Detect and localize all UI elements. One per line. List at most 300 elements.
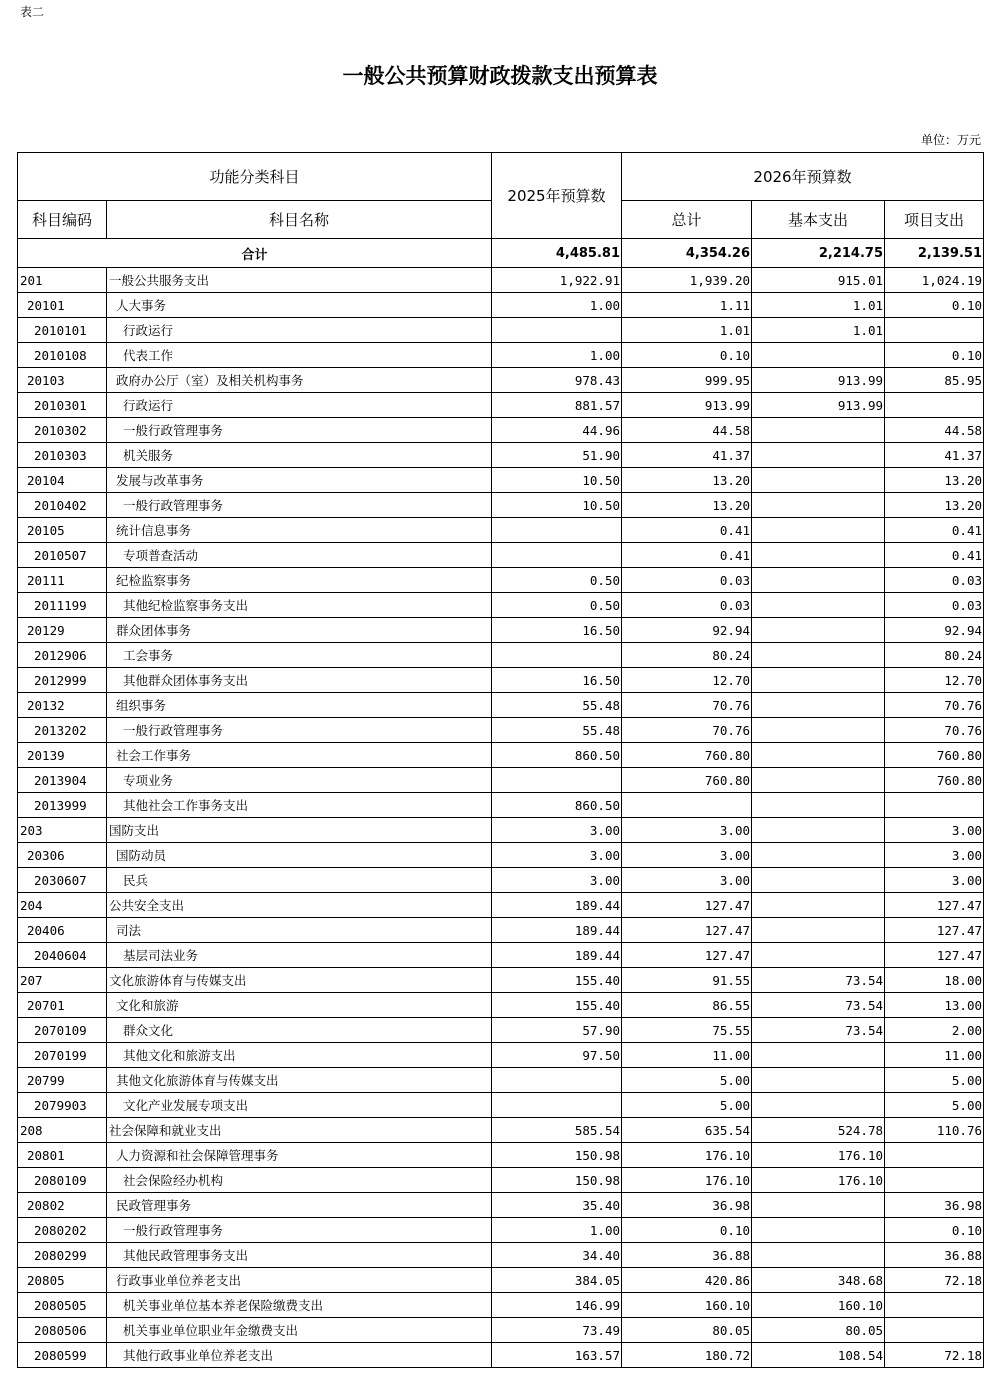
header-total: 总计: [622, 201, 752, 239]
subject-name-cell: 国防动员: [107, 843, 492, 868]
total-2025: 4,485.81: [492, 239, 622, 268]
subject-code-cell: 2079903: [18, 1093, 107, 1118]
budget-2026-project-cell: 5.00: [885, 1068, 984, 1093]
subject-code-cell: 20129: [18, 618, 107, 643]
budget-2026-total-cell: 80.05: [622, 1318, 752, 1343]
budget-2026-total-cell: 913.99: [622, 393, 752, 418]
budget-2026-basic-cell: [752, 568, 885, 593]
budget-2026-total-cell: 127.47: [622, 893, 752, 918]
table-row: [18, 268, 984, 293]
budget-2026-project-cell: 3.00: [885, 843, 984, 868]
subject-name-cell: 一般行政管理事务: [107, 1218, 492, 1243]
budget-2026-basic-cell: 913.99: [752, 368, 885, 393]
subject-name-cell: 公共安全支出: [107, 893, 492, 918]
subject-code-cell: 2013202: [18, 718, 107, 743]
budget-2025-cell: 189.44: [492, 943, 622, 968]
budget-2026-basic-cell: 176.10: [752, 1168, 885, 1193]
subject-name-cell: 国防支出: [107, 818, 492, 843]
budget-2026-project-cell: [885, 318, 984, 343]
total-2026-total: 4,354.26: [622, 239, 752, 268]
budget-2026-project-cell: [885, 1318, 984, 1343]
budget-2026-total-cell: 127.47: [622, 943, 752, 968]
budget-2026-total-cell: 180.72: [622, 1343, 752, 1368]
subject-name-cell: 文化和旅游: [107, 993, 492, 1018]
budget-2026-total-cell: 3.00: [622, 818, 752, 843]
table-row: [18, 843, 984, 868]
table-row: [18, 768, 984, 793]
subject-name-cell: 基层司法业务: [107, 943, 492, 968]
subject-name-cell: 统计信息事务: [107, 518, 492, 543]
budget-2025-cell: 57.90: [492, 1018, 622, 1043]
budget-2025-cell: 860.50: [492, 793, 622, 818]
budget-2026-project-cell: 80.24: [885, 643, 984, 668]
budget-2026-project-cell: 11.00: [885, 1043, 984, 1068]
budget-2026-basic-cell: [752, 343, 885, 368]
budget-2026-basic-cell: [752, 1068, 885, 1093]
subject-name-cell: 民政管理事务: [107, 1193, 492, 1218]
subject-name-cell: 社会保险经办机构: [107, 1168, 492, 1193]
table-row: [18, 1218, 984, 1243]
budget-2026-project-cell: 127.47: [885, 918, 984, 943]
subject-name-cell: 社会保障和就业支出: [107, 1118, 492, 1143]
subject-name-cell: 其他民政管理事务支出: [107, 1243, 492, 1268]
budget-2025-cell: 1.00: [492, 343, 622, 368]
budget-2026-project-cell: 3.00: [885, 868, 984, 893]
budget-2025-cell: 35.40: [492, 1193, 622, 1218]
subject-code-cell: 2070199: [18, 1043, 107, 1068]
budget-2026-total-cell: 127.47: [622, 918, 752, 943]
budget-2026-project-cell: 36.98: [885, 1193, 984, 1218]
subject-name-cell: 一般公共服务支出: [107, 268, 492, 293]
budget-2026-total-cell: 999.95: [622, 368, 752, 393]
budget-2026-basic-cell: 1.01: [752, 293, 885, 318]
budget-2026-basic-cell: [752, 918, 885, 943]
budget-2026-project-cell: 3.00: [885, 818, 984, 843]
unit-label: 单位：万元: [920, 133, 981, 147]
subject-code-cell: 2010108: [18, 343, 107, 368]
subject-name-cell: 政府办公厅（室）及相关机构事务: [107, 368, 492, 393]
subject-code-cell: 2030607: [18, 868, 107, 893]
subject-code-cell: 20132: [18, 693, 107, 718]
budget-2026-project-cell: 13.00: [885, 993, 984, 1018]
table-row: [18, 793, 984, 818]
subject-code-cell: 2011199: [18, 593, 107, 618]
budget-2025-cell: 155.40: [492, 993, 622, 1018]
budget-2026-total-cell: 635.54: [622, 1118, 752, 1143]
total-row: [18, 239, 984, 268]
subject-name-cell: 一般行政管理事务: [107, 718, 492, 743]
budget-2026-basic-cell: [752, 1243, 885, 1268]
budget-2026-basic-cell: 524.78: [752, 1118, 885, 1143]
subject-name-cell: 一般行政管理事务: [107, 493, 492, 518]
budget-2025-cell: 978.43: [492, 368, 622, 393]
subject-code-cell: 20101: [18, 293, 107, 318]
header-2026-budget: 2026年预算数: [622, 153, 984, 201]
subject-name-cell: 行政运行: [107, 318, 492, 343]
budget-2025-cell: 73.49: [492, 1318, 622, 1343]
budget-2026-project-cell: 0.10: [885, 1218, 984, 1243]
budget-table: [17, 152, 984, 1368]
table-row: [18, 868, 984, 893]
budget-2026-basic-cell: [752, 1043, 885, 1068]
budget-2025-cell: 16.50: [492, 668, 622, 693]
budget-2026-basic-cell: 80.05: [752, 1318, 885, 1343]
subject-name-cell: 其他纪检监察事务支出: [107, 593, 492, 618]
budget-2025-cell: 155.40: [492, 968, 622, 993]
subject-name-cell: 一般行政管理事务: [107, 418, 492, 443]
budget-2026-total-cell: 41.37: [622, 443, 752, 468]
budget-2025-cell: 881.57: [492, 393, 622, 418]
table-row: [18, 818, 984, 843]
budget-2026-basic-cell: [752, 668, 885, 693]
budget-2026-total-cell: 70.76: [622, 718, 752, 743]
budget-2026-project-cell: 70.76: [885, 718, 984, 743]
subject-code-cell: 2012906: [18, 643, 107, 668]
budget-2026-basic-cell: 160.10: [752, 1293, 885, 1318]
budget-2026-basic-cell: [752, 768, 885, 793]
budget-2026-project-cell: 13.20: [885, 468, 984, 493]
budget-2025-cell: [492, 768, 622, 793]
budget-2026-basic-cell: [752, 843, 885, 868]
subject-name-cell: 专项业务: [107, 768, 492, 793]
table-row: [18, 393, 984, 418]
header-subject-name: 科目名称: [107, 201, 492, 239]
budget-2026-project-cell: 13.20: [885, 493, 984, 518]
budget-2026-project-cell: 0.10: [885, 343, 984, 368]
subject-code-cell: 20805: [18, 1268, 107, 1293]
budget-2026-project-cell: [885, 1168, 984, 1193]
subject-code-cell: 20701: [18, 993, 107, 1018]
subject-name-cell: 文化旅游体育与传媒支出: [107, 968, 492, 993]
budget-2025-cell: 0.50: [492, 593, 622, 618]
budget-2025-cell: [492, 518, 622, 543]
budget-2026-project-cell: 2.00: [885, 1018, 984, 1043]
budget-2026-basic-cell: [752, 943, 885, 968]
budget-2025-cell: 3.00: [492, 868, 622, 893]
budget-2026-basic-cell: [752, 818, 885, 843]
budget-2026-project-cell: 92.94: [885, 618, 984, 643]
budget-2026-project-cell: 127.47: [885, 943, 984, 968]
table-row: [18, 943, 984, 968]
budget-2026-total-cell: 0.03: [622, 568, 752, 593]
budget-2026-project-cell: 12.70: [885, 668, 984, 693]
budget-2025-cell: [492, 318, 622, 343]
subject-code-cell: 20105: [18, 518, 107, 543]
budget-2026-basic-cell: [752, 868, 885, 893]
budget-2025-cell: [492, 1093, 622, 1118]
budget-2025-cell: 189.44: [492, 893, 622, 918]
subject-name-cell: 行政事业单位养老支出: [107, 1268, 492, 1293]
subject-code-cell: 2080599: [18, 1343, 107, 1368]
header-basic-expenditure: 基本支出: [752, 201, 885, 239]
budget-2026-total-cell: 176.10: [622, 1143, 752, 1168]
table-row: [18, 968, 984, 993]
budget-2026-basic-cell: 73.54: [752, 1018, 885, 1043]
budget-2025-cell: 163.57: [492, 1343, 622, 1368]
budget-2026-basic-cell: [752, 1218, 885, 1243]
budget-2025-cell: 1,922.91: [492, 268, 622, 293]
budget-2026-basic-cell: 348.68: [752, 1268, 885, 1293]
budget-2026-basic-cell: [752, 743, 885, 768]
table-row: [18, 1068, 984, 1093]
table-row: [18, 1168, 984, 1193]
budget-2025-cell: 150.98: [492, 1143, 622, 1168]
subject-code-cell: 2013999: [18, 793, 107, 818]
budget-2026-basic-cell: [752, 893, 885, 918]
subject-name-cell: 其他社会工作事务支出: [107, 793, 492, 818]
subject-code-cell: 20406: [18, 918, 107, 943]
budget-2026-basic-cell: [752, 618, 885, 643]
budget-2026-total-cell: 0.10: [622, 343, 752, 368]
budget-2026-project-cell: 70.76: [885, 693, 984, 718]
header-function-classification: 功能分类科目: [18, 153, 492, 201]
subject-name-cell: 其他文化和旅游支出: [107, 1043, 492, 1068]
budget-2025-cell: 55.48: [492, 718, 622, 743]
budget-2026-total-cell: 3.00: [622, 868, 752, 893]
budget-2025-cell: 10.50: [492, 468, 622, 493]
budget-2026-basic-cell: [752, 443, 885, 468]
budget-2026-total-cell: 1.01: [622, 318, 752, 343]
subject-name-cell: 社会工作事务: [107, 743, 492, 768]
subject-name-cell: 行政运行: [107, 393, 492, 418]
budget-2026-project-cell: 0.41: [885, 543, 984, 568]
subject-name-cell: 民兵: [107, 868, 492, 893]
table-row: [18, 1268, 984, 1293]
subject-name-cell: 文化产业发展专项支出: [107, 1093, 492, 1118]
budget-2026-project-cell: 127.47: [885, 893, 984, 918]
budget-2026-project-cell: [885, 793, 984, 818]
budget-2025-cell: 1.00: [492, 1218, 622, 1243]
budget-2026-basic-cell: [752, 543, 885, 568]
subject-name-cell: 组织事务: [107, 693, 492, 718]
budget-2025-cell: 34.40: [492, 1243, 622, 1268]
budget-2026-total-cell: 80.24: [622, 643, 752, 668]
budget-2026-total-cell: 70.76: [622, 693, 752, 718]
subject-name-cell: 机关事业单位职业年金缴费支出: [107, 1318, 492, 1343]
subject-code-cell: 2080202: [18, 1218, 107, 1243]
budget-2026-basic-cell: [752, 718, 885, 743]
table-row: [18, 668, 984, 693]
table-row: [18, 368, 984, 393]
total-2026-project: 2,139.51: [885, 239, 984, 268]
budget-2026-project-cell: 36.88: [885, 1243, 984, 1268]
header-subject-code: 科目编码: [18, 201, 107, 239]
budget-2026-basic-cell: [752, 793, 885, 818]
budget-2026-basic-cell: [752, 493, 885, 518]
subject-code-cell: 2040604: [18, 943, 107, 968]
table-row: [18, 418, 984, 443]
budget-2026-basic-cell: 915.01: [752, 268, 885, 293]
table-row: [18, 1018, 984, 1043]
subject-code-cell: 20103: [18, 368, 107, 393]
subject-code-cell: 2010303: [18, 443, 107, 468]
table-row: [18, 343, 984, 368]
subject-code-cell: 2012999: [18, 668, 107, 693]
table-row: [18, 1293, 984, 1318]
budget-2026-total-cell: 760.80: [622, 743, 752, 768]
subject-name-cell: 其他行政事业单位养老支出: [107, 1343, 492, 1368]
budget-2026-total-cell: 86.55: [622, 993, 752, 1018]
page-title: 一般公共预算财政拨款支出预算表: [342, 63, 658, 88]
subject-code-cell: 2010507: [18, 543, 107, 568]
budget-2026-project-cell: 0.03: [885, 593, 984, 618]
subject-name-cell: 人力资源和社会保障管理事务: [107, 1143, 492, 1168]
budget-2026-total-cell: 13.20: [622, 468, 752, 493]
budget-2026-project-cell: 18.00: [885, 968, 984, 993]
budget-2026-basic-cell: 108.54: [752, 1343, 885, 1368]
budget-2025-cell: 97.50: [492, 1043, 622, 1068]
budget-2026-basic-cell: [752, 643, 885, 668]
subject-code-cell: 20139: [18, 743, 107, 768]
budget-2026-project-cell: 760.80: [885, 743, 984, 768]
budget-2025-cell: 0.50: [492, 568, 622, 593]
budget-2025-cell: 3.00: [492, 818, 622, 843]
subject-name-cell: 人大事务: [107, 293, 492, 318]
table-row: [18, 1043, 984, 1068]
budget-2026-total-cell: 11.00: [622, 1043, 752, 1068]
budget-2025-cell: 44.96: [492, 418, 622, 443]
subject-name-cell: 其他文化旅游体育与传媒支出: [107, 1068, 492, 1093]
budget-2025-cell: 585.54: [492, 1118, 622, 1143]
subject-name-cell: 其他群众团体事务支出: [107, 668, 492, 693]
budget-2025-cell: [492, 543, 622, 568]
budget-2026-total-cell: 5.00: [622, 1068, 752, 1093]
budget-2026-total-cell: 1,939.20: [622, 268, 752, 293]
budget-2026-project-cell: 85.95: [885, 368, 984, 393]
budget-2026-total-cell: 0.41: [622, 518, 752, 543]
subject-code-cell: 2010301: [18, 393, 107, 418]
table-row: [18, 918, 984, 943]
budget-2026-total-cell: 75.55: [622, 1018, 752, 1043]
budget-2026-total-cell: 760.80: [622, 768, 752, 793]
budget-2026-project-cell: 72.18: [885, 1343, 984, 1368]
budget-2026-total-cell: 13.20: [622, 493, 752, 518]
total-2026-basic: 2,214.75: [752, 239, 885, 268]
budget-2025-cell: 10.50: [492, 493, 622, 518]
subject-code-cell: 201: [18, 268, 107, 293]
subject-code-cell: 2080109: [18, 1168, 107, 1193]
subject-name-cell: 代表工作: [107, 343, 492, 368]
subject-code-cell: 2080505: [18, 1293, 107, 1318]
subject-code-cell: 20104: [18, 468, 107, 493]
budget-2026-total-cell: 420.86: [622, 1268, 752, 1293]
table-row: [18, 693, 984, 718]
table-row: [18, 718, 984, 743]
budget-2026-basic-cell: 1.01: [752, 318, 885, 343]
budget-2026-basic-cell: 176.10: [752, 1143, 885, 1168]
subject-name-cell: 发展与改革事务: [107, 468, 492, 493]
budget-2026-total-cell: 0.10: [622, 1218, 752, 1243]
budget-2026-project-cell: 760.80: [885, 768, 984, 793]
table-row: [18, 468, 984, 493]
subject-code-cell: 2010402: [18, 493, 107, 518]
budget-2025-cell: 860.50: [492, 743, 622, 768]
budget-2025-cell: 51.90: [492, 443, 622, 468]
subject-name-cell: 专项普查活动: [107, 543, 492, 568]
subject-name-cell: 司法: [107, 918, 492, 943]
budget-2026-project-cell: 0.10: [885, 293, 984, 318]
budget-2026-project-cell: 44.58: [885, 418, 984, 443]
subject-code-cell: 2010101: [18, 318, 107, 343]
subject-code-cell: 2010302: [18, 418, 107, 443]
table-row: [18, 493, 984, 518]
budget-2026-basic-cell: [752, 693, 885, 718]
budget-2026-basic-cell: 73.54: [752, 968, 885, 993]
budget-2026-basic-cell: 73.54: [752, 993, 885, 1018]
subject-name-cell: 工会事务: [107, 643, 492, 668]
subject-code-cell: 204: [18, 893, 107, 918]
budget-2026-total-cell: 44.58: [622, 418, 752, 443]
budget-2025-cell: 150.98: [492, 1168, 622, 1193]
budget-2026-total-cell: 36.98: [622, 1193, 752, 1218]
table-row: [18, 743, 984, 768]
table-row: [18, 1318, 984, 1343]
budget-2026-total-cell: 176.10: [622, 1168, 752, 1193]
total-label: 合计: [18, 239, 492, 268]
budget-2026-basic-cell: [752, 1093, 885, 1118]
budget-2026-total-cell: 12.70: [622, 668, 752, 693]
subject-code-cell: 20801: [18, 1143, 107, 1168]
table-row: [18, 893, 984, 918]
table-row: [18, 593, 984, 618]
budget-2026-project-cell: 0.41: [885, 518, 984, 543]
budget-2025-cell: 55.48: [492, 693, 622, 718]
budget-2026-project-cell: 0.03: [885, 568, 984, 593]
budget-2026-basic-cell: [752, 593, 885, 618]
table-row: [18, 1243, 984, 1268]
budget-2026-total-cell: [622, 793, 752, 818]
budget-2025-cell: 3.00: [492, 843, 622, 868]
subject-name-cell: 纪检监察事务: [107, 568, 492, 593]
budget-2026-total-cell: 0.41: [622, 543, 752, 568]
table-number-label: 表二: [20, 5, 45, 19]
budget-2026-project-cell: [885, 1293, 984, 1318]
subject-name-cell: 群众团体事务: [107, 618, 492, 643]
table-row: [18, 643, 984, 668]
header-2025-budget: 2025年预算数: [492, 153, 622, 239]
table-row: [18, 618, 984, 643]
budget-2025-cell: 1.00: [492, 293, 622, 318]
budget-2025-cell: 189.44: [492, 918, 622, 943]
budget-2025-cell: [492, 643, 622, 668]
subject-code-cell: 203: [18, 818, 107, 843]
subject-code-cell: 2080506: [18, 1318, 107, 1343]
budget-2025-cell: [492, 1068, 622, 1093]
table-row: [18, 443, 984, 468]
subject-code-cell: 2013904: [18, 768, 107, 793]
budget-2025-cell: 16.50: [492, 618, 622, 643]
budget-2026-basic-cell: [752, 418, 885, 443]
table-row: [18, 518, 984, 543]
budget-2026-total-cell: 92.94: [622, 618, 752, 643]
budget-2026-total-cell: 0.03: [622, 593, 752, 618]
table-row: [18, 318, 984, 343]
budget-2026-project-cell: 1,024.19: [885, 268, 984, 293]
budget-2026-total-cell: 160.10: [622, 1293, 752, 1318]
table-row: [18, 993, 984, 1018]
budget-2026-project-cell: 72.18: [885, 1268, 984, 1293]
budget-2026-total-cell: 3.00: [622, 843, 752, 868]
table-row: [18, 1143, 984, 1168]
subject-name-cell: 群众文化: [107, 1018, 492, 1043]
budget-2026-project-cell: [885, 1143, 984, 1168]
budget-2026-basic-cell: [752, 1193, 885, 1218]
budget-2025-cell: 146.99: [492, 1293, 622, 1318]
budget-2026-project-cell: 5.00: [885, 1093, 984, 1118]
subject-code-cell: 20306: [18, 843, 107, 868]
subject-code-cell: 207: [18, 968, 107, 993]
budget-2026-total-cell: 1.11: [622, 293, 752, 318]
